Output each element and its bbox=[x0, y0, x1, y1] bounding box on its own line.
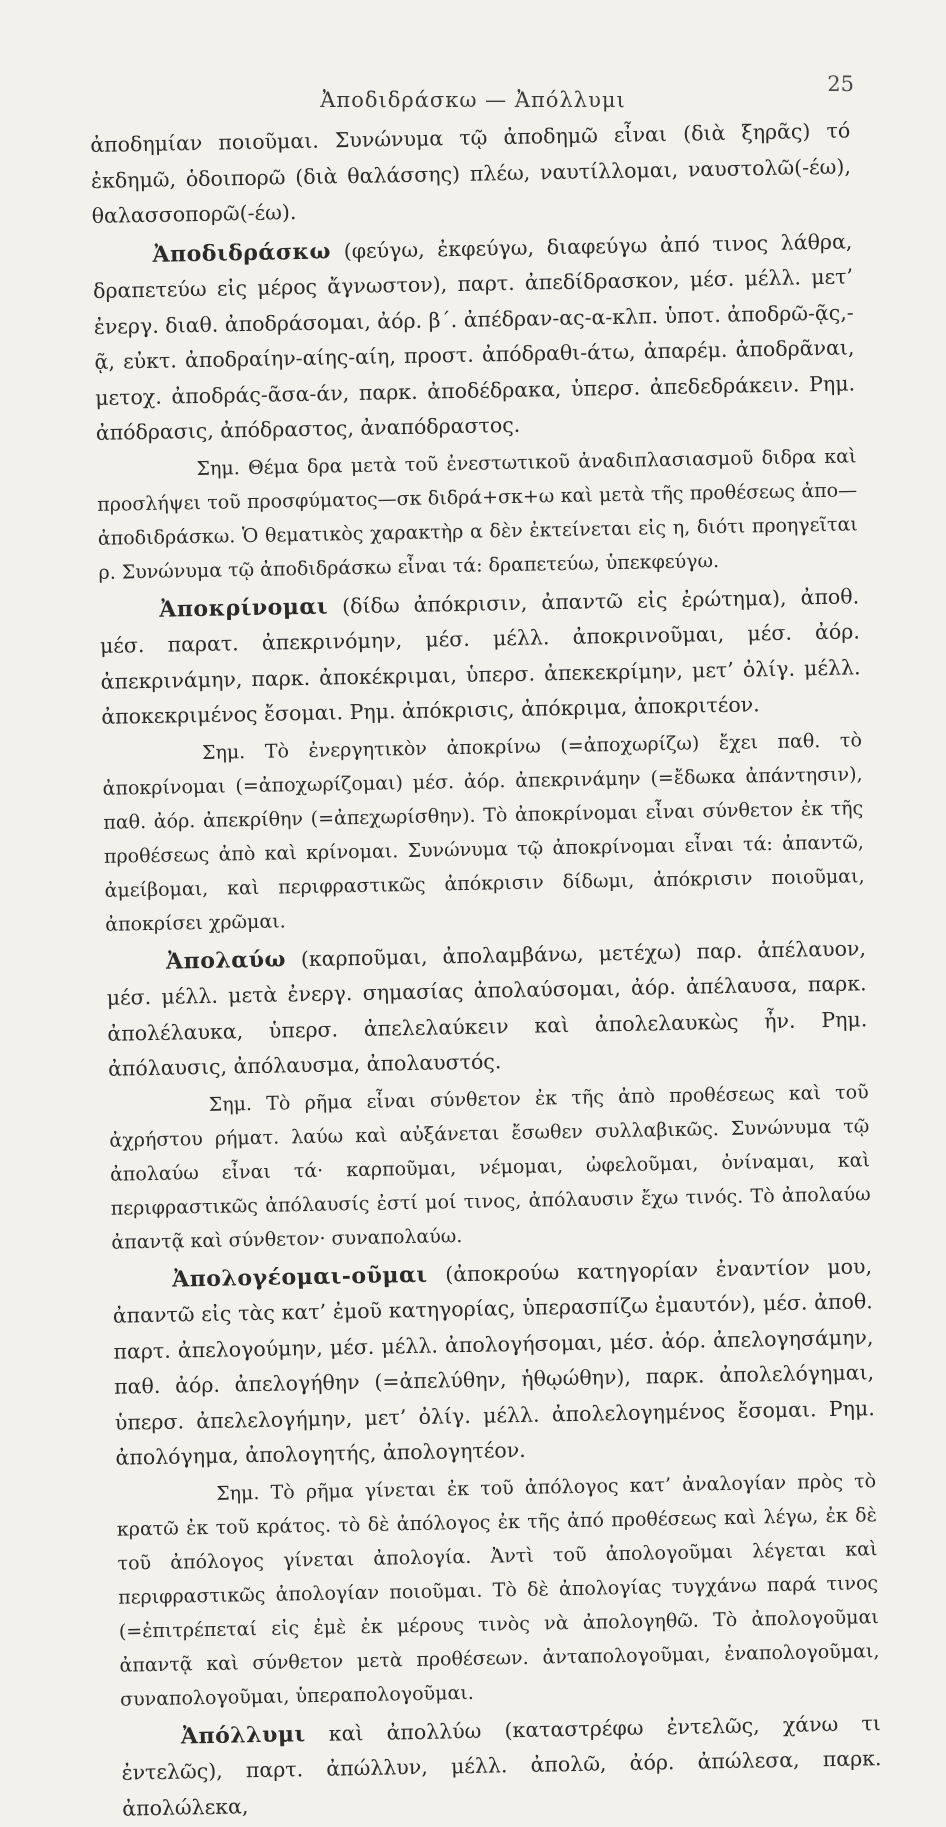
entry-apokrinomai bbox=[99, 579, 862, 736]
running-head: Ἀποδιδράσκω — Ἀπόλλυμι bbox=[320, 88, 626, 112]
paragraph-text: ἀποδημίαν ποιοῦμαι. Συνώνυμα τῷ ἀποδημῶ εἶναι (διὰ ξηρᾶς) τό ἐκδημῶ, ὁδοιπορῶ (διὰ θαλάσσης) πλέω, ναυτίλλομαι, ναυστολῶ(-έω), θαλασσοπορῶ(-έω). bbox=[90, 118, 852, 228]
entry-text: καὶ ἀπολλύω (καταστρέφω ἐντελῶς, χάνω τι ἐντελῶς), παρτ. ἀπώλλυν, μέλλ. ἀπολῶ, ἀόρ. ἀπώλεσα, παρκ. ἀπολώλεκα, bbox=[121, 1710, 882, 1821]
note-text: Σημ. Θέμα δρα μετὰ τοῦ ἐνεστωτικοῦ ἀναδιπλασιασμοῦ διδρα καὶ προσλήψει τοῦ προσφύματος—σκ διδρά+σκ+ω καὶ μετὰ τῆς προθέσεως ἀπο—ἀποδιδράσκω. Ὁ θεματικὸς χαρακτὴρ α δὲν ἐκτείνεται εἰς η, διότι προηγεῖται ρ. Συνώνυμα τῷ ἀποδιδράσκω εἶναι τά: δραπετεύω, ὑπεκφεύγω. bbox=[97, 444, 858, 584]
entry-lemma: Ἀπολαύω bbox=[165, 945, 287, 975]
entry-lemma: Ἀπόλλυμι bbox=[180, 1720, 306, 1750]
note-apologeomai bbox=[116, 1464, 880, 1717]
entry-apollymi bbox=[121, 1706, 883, 1827]
page-body bbox=[90, 113, 882, 1826]
entry-apolauo bbox=[106, 931, 869, 1088]
entry-text: (δίδω ἀπόκρισιν, ἀπαντῶ εἰς ἐρώτημα), ἀποθ. μέσ. παρατ. ἀπεκρινόμην, μέσ. μέλλ. ἀποκρινοῦμαι, μέσ. ἀόρ. ἀπεκρινάμην, παρκ. ἀποκέκριμαι, ὑπερσ. ἀπεκεκρίμην, μετ’ ὀλίγ. μέλλ. ἀποκεκριμένος ἔσομαι. Ρημ. ἀπόκρισις, ἀπόκριμα, ἀποκριτέον. bbox=[99, 583, 861, 729]
entry-text: (καρποῦμαι, ἀπολαμβάνω, μετέχω) παρ. ἀπέλαυον, μέσ. μέλλ. μετὰ ἐνεργ. σημασίας ἀπολαύσομαι, ἀόρ. ἀπέλαυσα, παρκ. ἀπολέλαυκα, ὑπερσ. ἀπελελαύκειν καὶ ἀπολελαυκὼς ἦν. Ρημ. ἀπόλαυσις, ἀπόλαυσμα, ἀπολαυστός. bbox=[106, 935, 868, 1081]
entry-lemma: Ἀπολογέομαι-οῦμαι bbox=[171, 1261, 428, 1293]
entry-lemma: Ἀποδιδράσκω bbox=[152, 237, 332, 268]
entry-text: (φεύγω, ἐκφεύγω, διαφεύγω ἀπό τινος λάθρα, δραπετεύω εἰς μέρος ἄγνωστον), παρτ. ἀπεδίδρασκον, μέσ. μέλλ. μετ’ ἐνεργ. διαθ. ἀποδράσομαι, ἀόρ. β΄. ἀπέδραν-ας-α-κλπ. ὑποτ. ἀποδρῶ-ᾷς,-ᾷ, εὐκτ. ἀποδραίην-αίης-αίη, προστ. ἀπόδραθι-άτω, ἀπαρέμ. ἀποδρᾶναι, μετοχ. ἀποδράς-ᾶσα-άν, παρκ. ἀποδέδρακα, ὑπερσ. ἀπεδεδράκειν. Ρημ. ἀπόδρασις, ἀπόδραστος, ἀναπόδραστος. bbox=[92, 228, 856, 445]
paragraph-continuation bbox=[90, 113, 852, 234]
entry-apologeomai bbox=[112, 1249, 876, 1477]
note-apokrinomai bbox=[102, 723, 866, 942]
entry-text: (ἀποκρούω κατηγορίαν ἐναντίον μου, ἀπαντῶ εἰς τὰς κατ’ ἐμοῦ κατηγορίας, ὑπερασπίζω ἐμαυτόν), μέσ. ἀποθ. παρτ. ἀπελογούμην, μέσ. μέλλ. ἀπολογήσομαι, μέσ. ἀόρ. ἀπελογησάμην, παθ. ἀόρ. ἀπελογήθην (=ἀπελύθην, ἡθῳώθην), παρκ. ἀπολελόγημαι, ὑπερσ. ἀπελελογήμην, μετ’ ὀλίγ. μέλλ. ἀπολελογημένος ἔσομαι. Ρημ. ἀπολόγημα, ἀπολογητής, ἀπολογητέον. bbox=[112, 1253, 875, 1470]
note-apolauo bbox=[108, 1075, 871, 1260]
entry-lemma: Ἀποκρίνομαι bbox=[159, 593, 329, 623]
page-number: 25 bbox=[827, 72, 854, 96]
entry-apodidrasko bbox=[92, 224, 856, 452]
note-text: Σημ. Τὸ ἐνεργητικὸν ἀποκρίνω (=ἀποχωρίζω) ἔχει παθ. τὸ ἀποκρίνομαι (=ἀποχωρίζομαι) μέσ. ἀόρ. ἀπεκρινάμην (=ἔδωκα ἀπάντησιν), παθ. ἀόρ. ἀπεκρίθην (=ἀπεχωρίσθην). Τὸ ἀποκρίνομαι εἶναι σύνθετον ἐκ τῆς προθέσεως ἀπὸ καὶ κρίνομαι. Συνώνυμα τῷ ἀποκρίνομαι εἶναι τά: ἀπαντῶ, ἀμείβομαι, καὶ περιφραστικῶς ἀπόκρισιν δίδωμι, ἀπόκρισιν ποιοῦμαι, ἀποκρίσει χρῶμαι. bbox=[102, 728, 865, 936]
note-text: Σημ. Τὸ ρῆμα γίνεται ἐκ τοῦ ἀπόλογος κατ’ ἀναλογίαν πρὸς τὸ κρατῶ ἐκ τοῦ κράτος. τὸ δὲ ἀπόλογος ἐκ τῆς ἀπό προθέσεως καὶ λέγω, ἐκ δὲ τοῦ ἀπόλογος γίνεται ἀπολογία. Ἀντὶ τοῦ ἀπολογοῦμαι λέγεται καὶ περιφραστικῶς ἀπολογίαν ποιοῦμαι. Τὸ δὲ ἀπολογίας τυγχάνω παρά τινος (=ἐπιτρέπεταί εἰς ἐμὲ ἐκ μέρους τινὸς νὰ ἀπολογηθῶ. Τὸ ἀπολογοῦμαι ἀπαντᾷ καὶ σύνθετον μετὰ προθέσεων. ἀνταπολογοῦμαι, ἐναπολογοῦμαι, συναπολογοῦμαι, ὑπεραπολογοῦμαι. bbox=[116, 1469, 880, 1711]
note-apodidrasko bbox=[96, 439, 858, 590]
note-text: Σημ. Τὸ ρῆμα εἶναι σύνθετον ἐκ τῆς ἀπὸ προθέσεως καὶ τοῦ ἀχρήστου ρήματ. λαύω καὶ αὐξάνεται ἔσωθεν συλλαβικῶς. Συνώνυμα τῷ ἀπολαύω εἶναι τά· καρποῦμαι, νέμομαι, ὠφελοῦμαι, ὀνίναμαι, καὶ περιφραστικῶς ἀπόλαυσίς ἐστί μοί τινος, ἀπόλαυσιν ἔχω τινός. Τὸ ἀπολαύω ἀπαντᾷ καὶ σύνθετον· συναπολαύω. bbox=[109, 1080, 871, 1254]
